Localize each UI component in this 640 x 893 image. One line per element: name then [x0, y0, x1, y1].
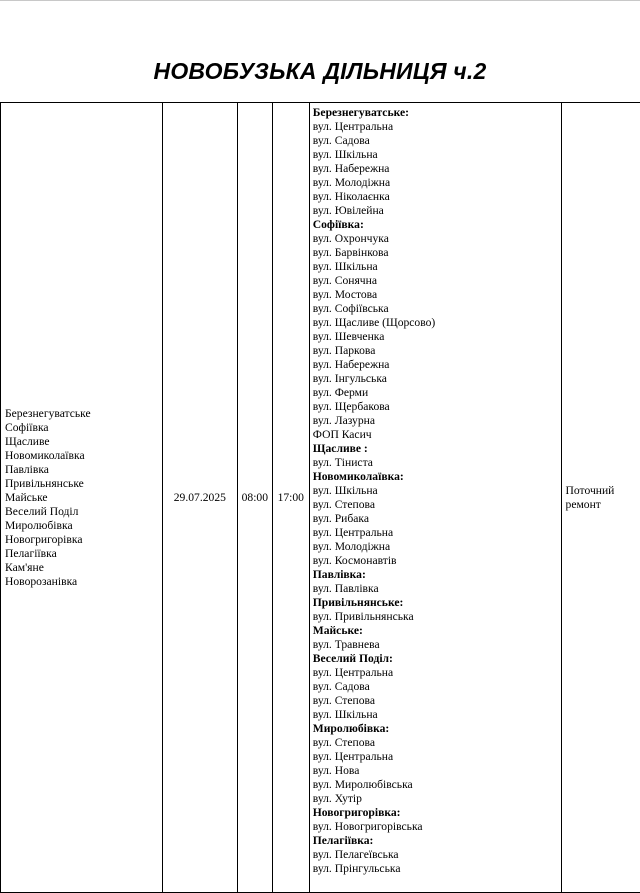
street-item: вул. Центральна	[313, 526, 561, 540]
settlement-item: Новогригорівка	[5, 533, 162, 547]
street-item: вул. Нова	[313, 764, 561, 778]
street-item: вул. Центральна	[313, 666, 561, 680]
street-item: вул. Центральна	[313, 120, 561, 134]
street-item: вул. Хутір	[313, 792, 561, 806]
street-item: вул. Щасливе (Щорсово)	[313, 316, 561, 330]
street-item: вул. Привільнянська	[313, 610, 561, 624]
street-item: вул. Космонавтів	[313, 554, 561, 568]
start-time-cell: 08:00	[237, 103, 272, 893]
street-item: вул. Паркова	[313, 344, 561, 358]
street-item: вул. Інгульська	[313, 372, 561, 386]
work-type-line: Поточний	[566, 484, 640, 498]
street-item: вул. Садова	[313, 680, 561, 694]
street-item: вул. Травнева	[313, 638, 561, 652]
street-item: вул. Садова	[313, 134, 561, 148]
settlement-heading: Софіївка:	[313, 218, 561, 232]
settlements-cell	[1, 103, 163, 893]
outage-schedule-table	[0, 102, 640, 893]
street-item: вул. Миролюбівська	[313, 778, 561, 792]
settlement-item: Пелагіївка	[5, 547, 162, 561]
street-item: вул. Барвінкова	[313, 246, 561, 260]
settlement-heading: Майське:	[313, 624, 561, 638]
street-item: вул. Степова	[313, 736, 561, 750]
street-item: вул. Шевченка	[313, 330, 561, 344]
street-item: вул. Новогригорівська	[313, 820, 561, 834]
settlement-item: Новорозанівка	[5, 575, 162, 589]
settlements-list	[5, 407, 162, 589]
settlement-heading: Веселий Поділ:	[313, 652, 561, 666]
top-border-line	[0, 0, 640, 1]
work-type-cell	[561, 103, 640, 893]
street-item: вул. Мостова	[313, 288, 561, 302]
street-item: вул. Шкільна	[313, 148, 561, 162]
street-item: вул. Пелагеївська	[313, 848, 561, 862]
street-item: вул. Шкільна	[313, 708, 561, 722]
street-item: вул. Молодіжна	[313, 176, 561, 190]
street-item: вул. Софіївська	[313, 302, 561, 316]
end-time-cell: 17:00	[272, 103, 309, 893]
street-item: вул. Ферми	[313, 386, 561, 400]
street-item: вул. Сонячна	[313, 274, 561, 288]
street-item: ФОП Касич	[313, 428, 561, 442]
work-type-line: ремонт	[566, 498, 640, 512]
settlement-item: Майське	[5, 491, 162, 505]
settlement-heading: Миролюбівка:	[313, 722, 561, 736]
street-item: вул. Щербакова	[313, 400, 561, 414]
street-item: вул. Центральна	[313, 750, 561, 764]
settlement-heading: Новомиколаївка:	[313, 470, 561, 484]
street-item: вул. Лазурна	[313, 414, 561, 428]
street-item: вул. Набережна	[313, 358, 561, 372]
date-cell: 29.07.2025	[162, 103, 237, 893]
settlement-heading: Новогригорівка:	[313, 806, 561, 820]
settlement-item: Новомиколаївка	[5, 449, 162, 463]
street-item: вул. Ніколаєнка	[313, 190, 561, 204]
settlement-item: Березнегуватське	[5, 407, 162, 421]
streets-list	[313, 106, 561, 876]
settlement-heading: Пелагіївка:	[313, 834, 561, 848]
settlement-item: Привільнянське	[5, 477, 162, 491]
settlement-item: Веселий Поділ	[5, 505, 162, 519]
settlement-item: Софіївка	[5, 421, 162, 435]
settlement-heading: Щасливе :	[313, 442, 561, 456]
settlement-item: Миролюбівка	[5, 519, 162, 533]
street-item: вул. Степова	[313, 498, 561, 512]
street-item: вул. Прiнгульська	[313, 862, 561, 876]
table-row	[1, 103, 640, 893]
settlement-item: Кам'яне	[5, 561, 162, 575]
street-item: вул. Тіниста	[313, 456, 561, 470]
page-title: НОВОБУЗЬКА ДІЛЬНИЦЯ ч.2	[0, 58, 640, 85]
street-item: вул. Молодіжна	[313, 540, 561, 554]
street-item: вул. Ювілейна	[313, 204, 561, 218]
streets-cell	[309, 103, 561, 893]
work-type-text	[566, 484, 640, 512]
street-item: вул. Шкільна	[313, 484, 561, 498]
settlement-heading: Березнегуватське:	[313, 106, 561, 120]
settlement-item: Щасливе	[5, 435, 162, 449]
settlement-heading: Павлівка:	[313, 568, 561, 582]
street-item: вул. Набережна	[313, 162, 561, 176]
street-item: вул. Охрончука	[313, 232, 561, 246]
street-item: вул. Шкільна	[313, 260, 561, 274]
settlement-item: Павлівка	[5, 463, 162, 477]
street-item: вул. Павлівка	[313, 582, 561, 596]
street-item: вул. Рибака	[313, 512, 561, 526]
settlement-heading: Привільнянське:	[313, 596, 561, 610]
street-item: вул. Степова	[313, 694, 561, 708]
